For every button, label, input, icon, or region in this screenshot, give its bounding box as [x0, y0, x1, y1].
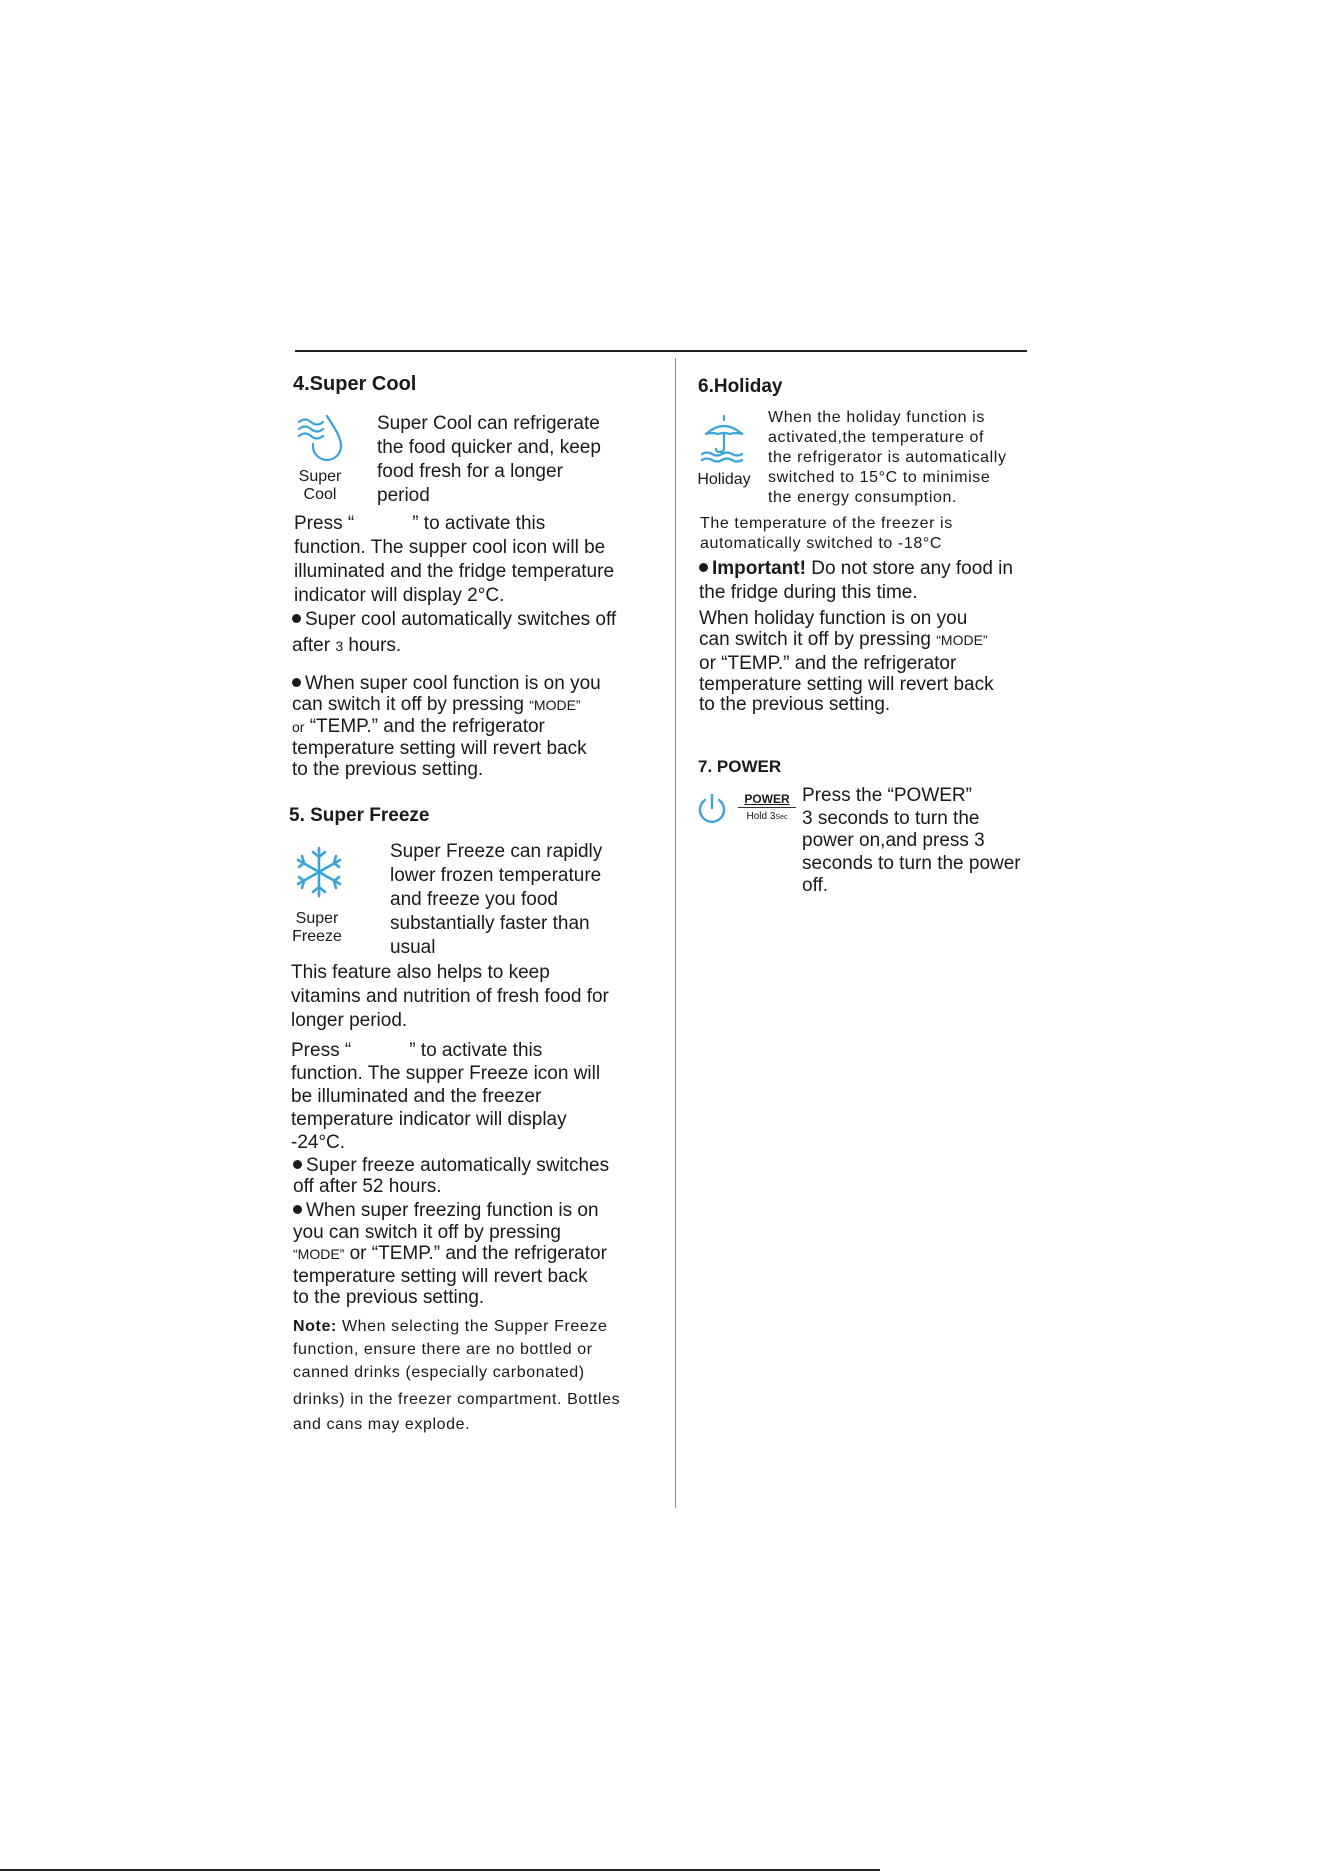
holiday-switch-off: When holiday function is on you can switch it off by pressing “MODE” or “TEMP.” and the refrigerator temperature setting will revert back to the previous setting. — [699, 608, 994, 715]
column-divider — [675, 358, 676, 1508]
super-cool-switch-off: When super cool function is on you can switch it off by pressing “MODE” or “TEMP.” and the refrigerator temperature setting will revert back to the previous setting. — [292, 673, 601, 780]
super-freeze-icon-label: Super Freeze — [292, 910, 342, 945]
super-freeze-switch-off: When super freezing function is on you can switch it off by pressing “MODE” or “TEMP.” and the refrigerator temperature setting will revert back to the previous setting. — [293, 1200, 607, 1308]
super-cool-icon — [293, 410, 349, 466]
holiday-heading: 6.Holiday — [698, 376, 783, 397]
holiday-intro: When the holiday function is activated,the temperature of the refrigerator is automatically switched to 15°C to minimise the energy consumption. — [768, 409, 1007, 506]
snowflake-icon — [292, 845, 346, 899]
beach-umbrella-icon — [698, 412, 750, 464]
power-heading: 7. POWER — [698, 757, 782, 776]
page-bottom-rule — [0, 1869, 880, 1871]
super-cool-icon-label: Super Cool — [298, 468, 342, 503]
super-freeze-intro: Super Freeze can rapidly lower frozen temperature and freeze you food substantially faster than usual — [390, 841, 603, 958]
super-freeze-auto-off: Super freeze automatically switches off after 52 hours. — [293, 1155, 610, 1197]
super-cool-auto-off: Super cool automatically switches off after 3 hours. — [292, 609, 617, 656]
section-top-rule — [295, 350, 1027, 352]
bullet-icon — [292, 678, 301, 687]
super-cool-intro: Super Cool can refrigerate the food quicker and, keep food fresh for a longer period — [377, 413, 601, 506]
bullet-icon — [699, 563, 708, 572]
super-freeze-heading: 5. Super Freeze — [289, 805, 430, 826]
super-freeze-extra: This feature also helps to keep vitamins and nutrition of fresh food for longer period. — [291, 962, 609, 1031]
power-text: Press the “POWER” 3 seconds to turn the power on,and press 3 seconds to turn the power off. — [802, 785, 1021, 896]
holiday-icon-label: Holiday — [697, 471, 751, 488]
bullet-icon — [292, 614, 301, 623]
super-freeze-activate: Press “ ” to activate this function. The supper Freeze icon will be illuminated and the freezer temperature indicator will display -24°C. — [291, 1040, 601, 1153]
bullet-icon — [293, 1160, 302, 1169]
power-icon — [695, 792, 729, 826]
bullet-icon — [293, 1205, 302, 1214]
holiday-freezer: The temperature of the freezer is automatically switched to -18°C — [700, 515, 953, 552]
super-cool-heading: 4.Super Cool — [293, 373, 417, 395]
super-cool-activate: Press “ ” to activate this function. The supper cool icon will be illuminated and the fridge temperature indicator will display 2°C. — [294, 513, 615, 606]
super-freeze-note: Note: When selecting the Supper Freeze function, ensure there are no bottled or canned drinks (especially carbonated) drinks) in the freezer compartment. Bottles and cans may explode. — [293, 1318, 621, 1433]
power-button-label: POWER Hold 3Sec — [738, 792, 796, 825]
holiday-important: Important! Do not store any food in the fridge during this time. — [699, 558, 1013, 603]
